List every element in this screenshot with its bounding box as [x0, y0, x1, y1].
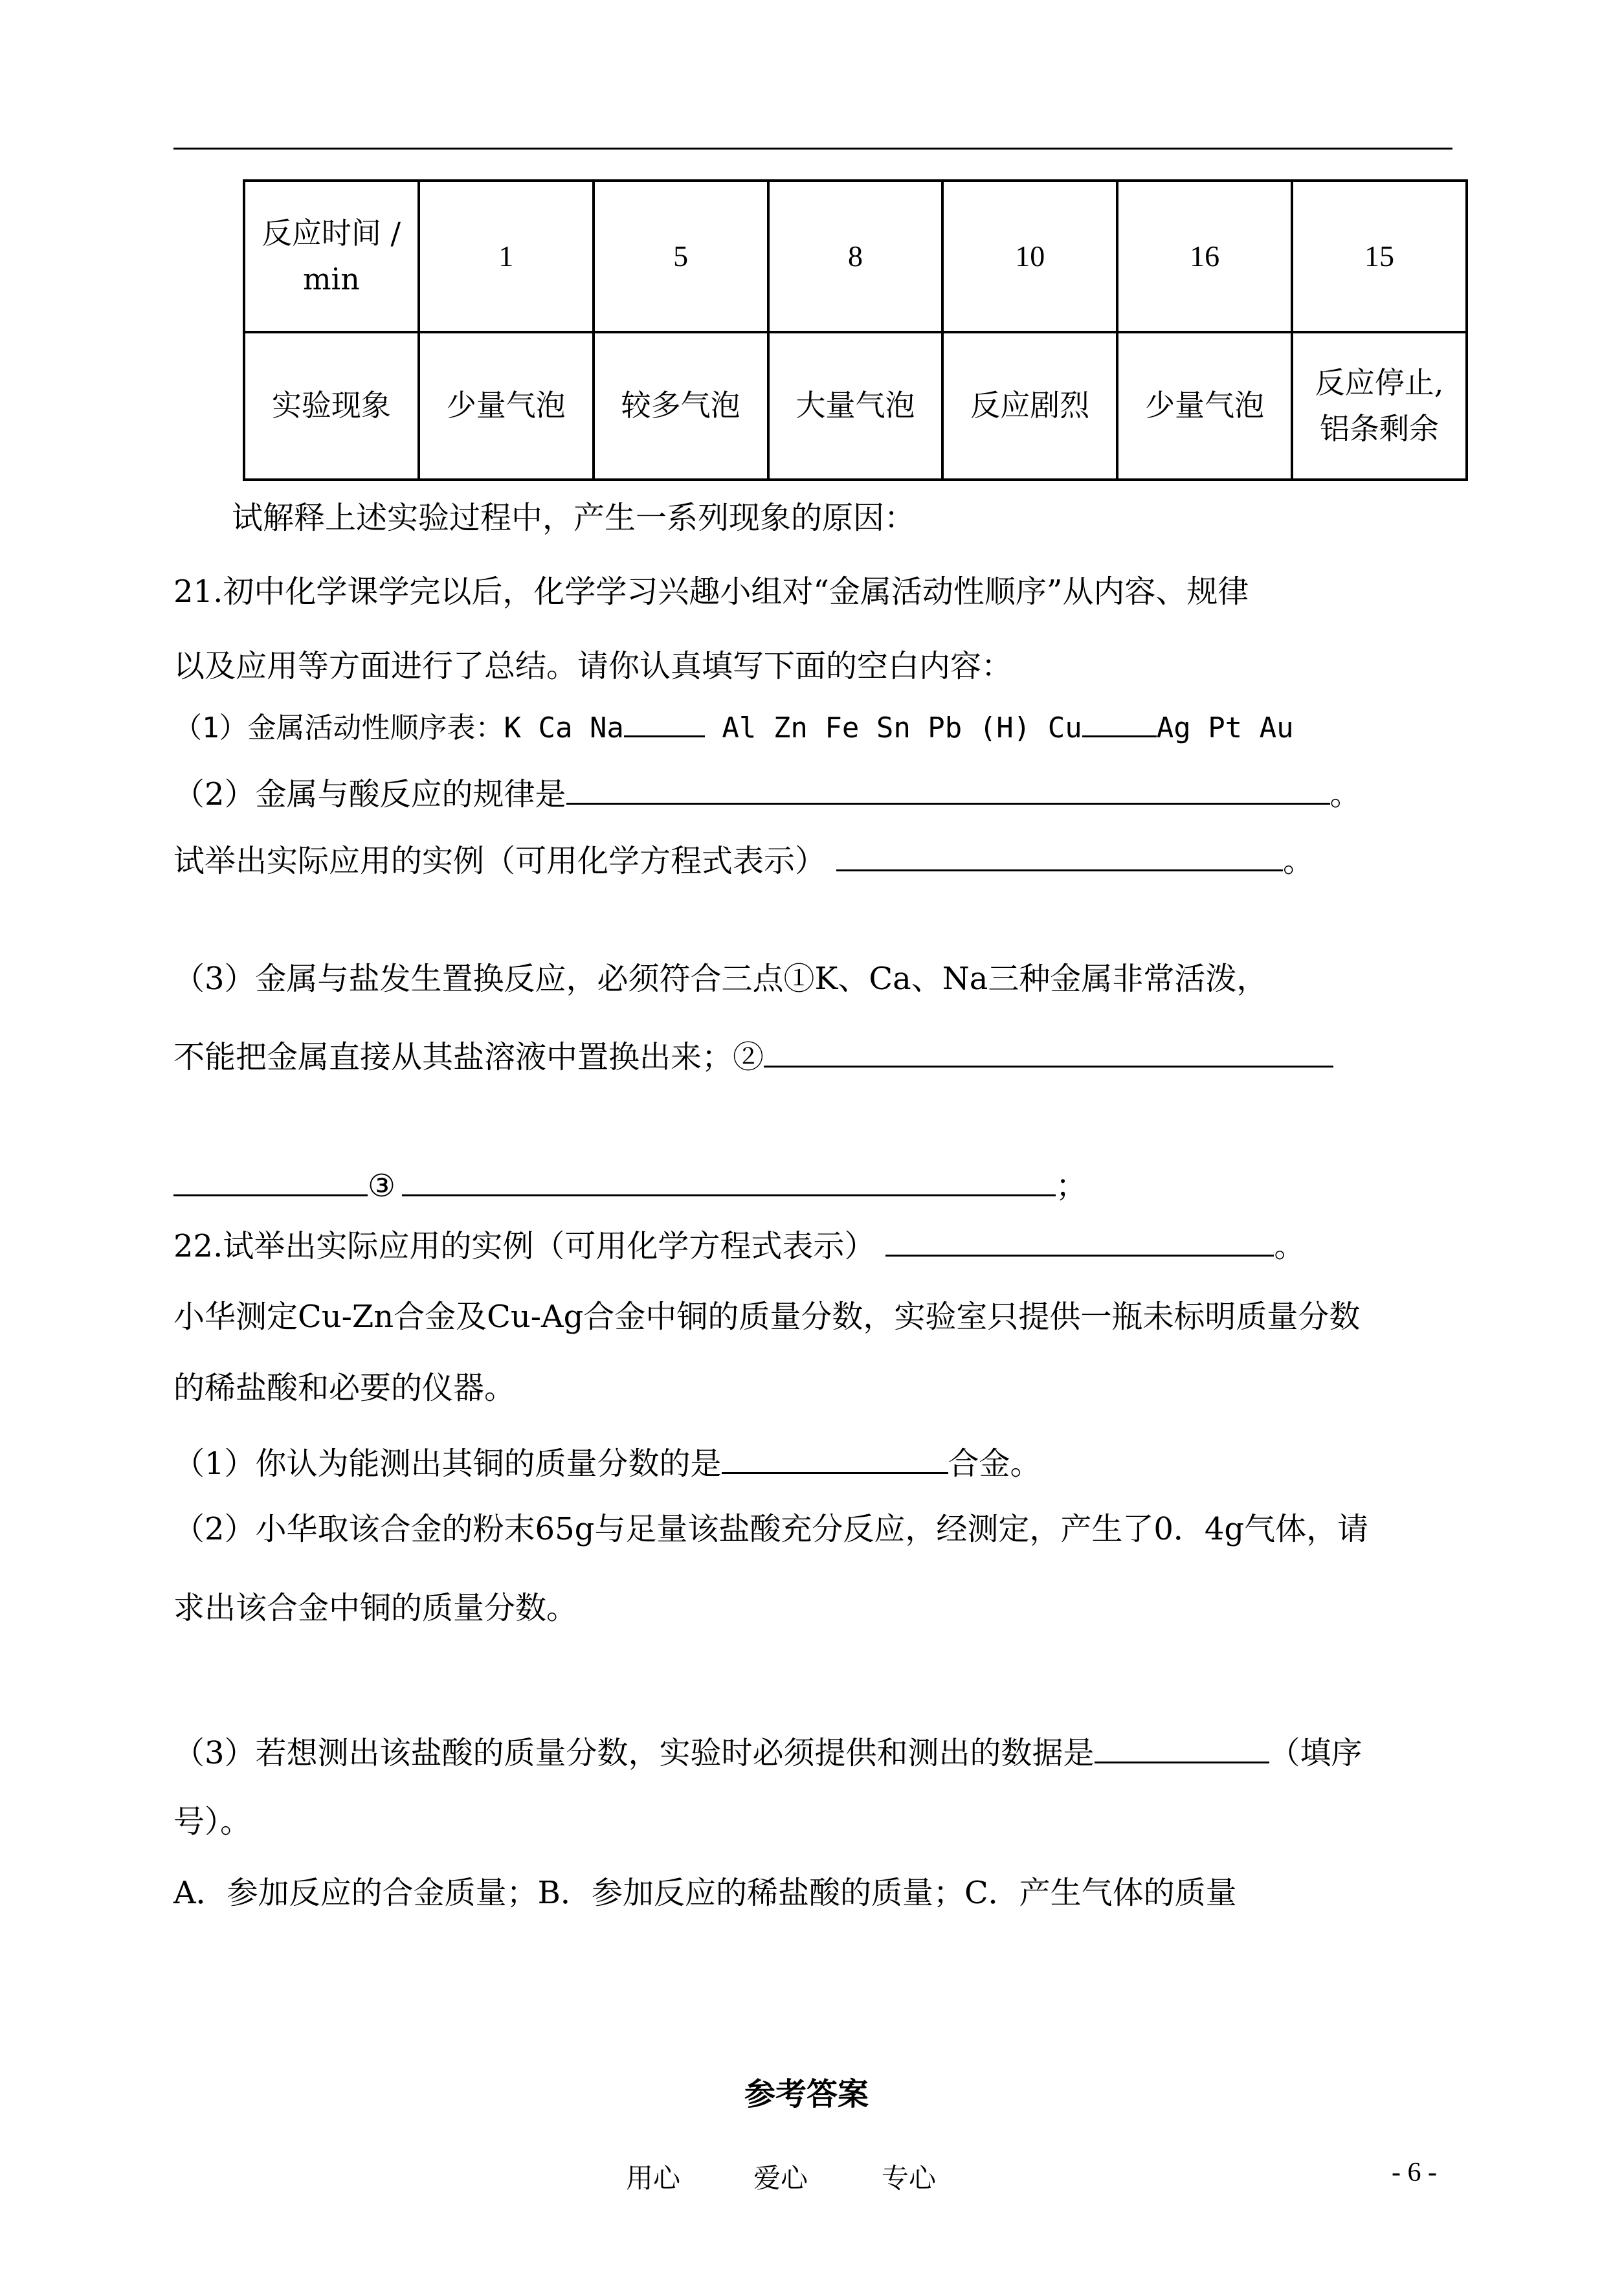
question-line — [173, 1730, 1363, 1769]
activity-series-part3: Ag Pt Au — [1156, 711, 1294, 744]
line-text: （填序 — [1269, 1735, 1363, 1771]
question-line: 小华测定Cu-Zn合金及Cu-Ag合金中铜的质量分数，实验室只提供一瓶未标明质量分数 — [173, 1299, 1361, 1335]
observation-cell: 反应剧烈 — [942, 332, 1117, 480]
question-line — [173, 838, 1314, 877]
answer-blank[interactable] — [1082, 707, 1157, 737]
question-line — [173, 1441, 1041, 1482]
observation-cell-last — [1292, 332, 1467, 480]
question-22-title — [173, 1224, 1305, 1262]
question-line: 以及应用等方面进行了总结。请你认真填写下面的空白内容： — [173, 648, 1013, 684]
answer-blank[interactable] — [764, 1035, 1333, 1068]
question-line: （2）小华取该合金的粉末65g与足量该盐酸充分反应，经测定，产生了0．4g气体，请 — [173, 1511, 1369, 1547]
line-text: （2）金属与酸反应的规律是 — [173, 776, 566, 812]
time-cell: 1 — [419, 181, 594, 332]
answer-title: 参考答案 — [744, 2076, 869, 2112]
line-text: 。 — [1283, 843, 1315, 879]
answer-blank[interactable] — [836, 838, 1283, 871]
line-text: 。 — [1274, 1228, 1306, 1264]
line-text: 不能把金属直接从其盐溶液中置换出来；② — [173, 1039, 764, 1075]
observation-cell: 少量气泡 — [1117, 332, 1292, 480]
footer-text: 爱心 — [753, 2162, 808, 2194]
line-text: ； — [1056, 1168, 1087, 1204]
line-text: （3）若想测出该盐酸的质量分数，实验时必须提供和测出的数据是 — [173, 1735, 1095, 1771]
observation-row — [244, 332, 1467, 480]
time-cell: 5 — [594, 181, 768, 332]
line-text: ③ — [368, 1168, 396, 1204]
last-obs-line1: 反应停止, — [1315, 364, 1444, 400]
question-line: 试解释上述实验过程中，产生一系列现象的原因： — [232, 500, 916, 536]
answer-blank[interactable] — [885, 1224, 1274, 1257]
question-line — [173, 1163, 1087, 1202]
options-line: A．参加反应的合金质量；B．参加反应的稀盐酸的质量；C．产生气体的质量 — [173, 1875, 1237, 1911]
footer-text: 用心 — [626, 2162, 681, 2194]
time-header-line2: min — [302, 262, 360, 296]
time-cell: 16 — [1117, 181, 1292, 332]
question-line — [173, 1035, 1333, 1073]
question-line: （3）金属与盐发生置换反应，必须符合三点①K、Ca、Na三种金属非常活泼， — [173, 961, 1268, 997]
line-text: 合金。 — [948, 1446, 1041, 1482]
observation-label: 实验现象 — [244, 332, 419, 480]
question-21-title: 21.初中化学课学完以后，化学学习兴趣小组对“金属活动性顺序”从内容、规律 — [173, 574, 1249, 610]
time-header-line1: 反应时间 / — [261, 215, 401, 251]
observation-cell: 大量气泡 — [768, 332, 943, 480]
footer-text: 专心 — [882, 2162, 937, 2194]
line-text: 试举出实际应用的实例（可用化学方程式表示） — [173, 843, 827, 879]
answer-blank[interactable] — [722, 1441, 948, 1474]
line-text: 22.试举出实际应用的实例（可用化学方程式表示） — [173, 1228, 876, 1264]
answer-blank[interactable] — [566, 772, 1330, 805]
answer-blank[interactable] — [1095, 1730, 1269, 1763]
answer-blank[interactable] — [173, 1163, 368, 1196]
observation-cell: 少量气泡 — [419, 332, 594, 480]
activity-series-part2: Al Zn Fe Sn Pb (H) Cu — [722, 711, 1082, 744]
question-line: 号）。 — [173, 1804, 252, 1840]
line-text: 。 — [1329, 776, 1361, 812]
question-line: 的稀盐酸和必要的仪器。 — [173, 1370, 516, 1406]
header-rule — [173, 148, 1452, 150]
question-line — [173, 772, 1361, 810]
answer-blank[interactable] — [624, 707, 705, 737]
last-obs-line2: 铝条剩余 — [1320, 411, 1440, 446]
observation-cell: 较多气泡 — [594, 332, 768, 480]
time-header-cell — [244, 181, 419, 332]
time-cell: 10 — [942, 181, 1117, 332]
reaction-table — [243, 179, 1468, 481]
activity-series-part1: （1）金属活动性顺序表：K Ca Na — [173, 711, 624, 744]
answer-blank[interactable] — [402, 1163, 1056, 1196]
time-row — [244, 181, 1467, 332]
page-number: - 6 - — [1392, 2158, 1437, 2187]
time-cell: 8 — [768, 181, 943, 332]
line-text: （1）你认为能测出其铜的质量分数的是 — [173, 1446, 722, 1482]
question-line: 求出该合金中铜的质量分数。 — [173, 1590, 578, 1626]
time-cell: 15 — [1292, 181, 1467, 332]
activity-series-line — [173, 707, 1294, 743]
